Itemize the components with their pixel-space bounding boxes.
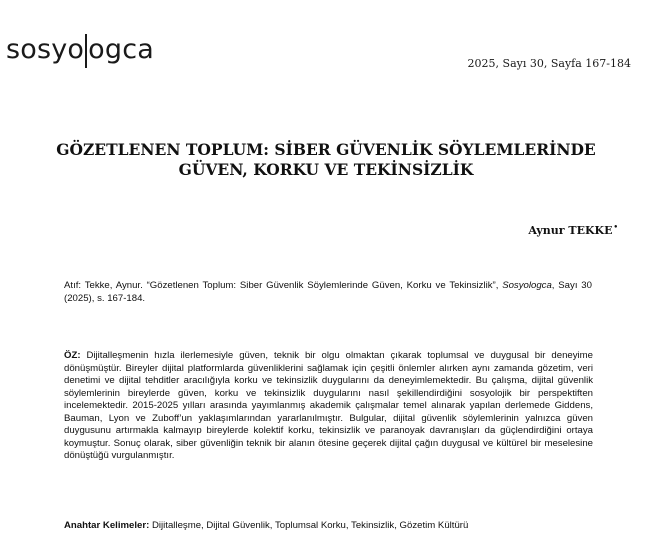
citation-text-1: Atıf: Tekke, Aynur. “Gözetlenen Toplum: Siber Güvenlik Söylemlerinde Güven, Korku ve Tekinsizlik”, — [64, 280, 503, 291]
keywords-label: Anahtar Kelimeler: — [64, 520, 150, 531]
abstract — [64, 350, 593, 463]
author-footnote-mark[interactable]: • — [613, 222, 618, 231]
keywords — [64, 520, 604, 533]
author-name — [528, 222, 618, 237]
title-line-2: GÜVEN, KORKU VE TEKİNSİZLİK — [178, 160, 474, 179]
logo-bar-icon — [85, 34, 87, 68]
citation — [64, 280, 592, 305]
issue-info: 2025, Sayı 30, Sayfa 167-184 — [467, 57, 631, 70]
citation-text-2: , Sayı 30 (2025), s. 167-184. — [64, 280, 592, 304]
logo-text-left: sosyo — [6, 34, 85, 65]
title-line-1: GÖZETLENEN TOPLUM: SİBER GÜVENLİK SÖYLEMLERİNDE — [56, 140, 596, 159]
journal-logo — [6, 34, 154, 68]
abstract-label: ÖZ: — [64, 350, 81, 361]
keywords-text: Dijitalleşme, Dijital Güvenlik, Toplumsal Korku, Tekinsizlik, Gözetim Kültürü — [151, 520, 469, 531]
abstract-text: Dijitalleşmenin hızla ilerlemesiyle güven, teknik bir olgu olmaktan çıkarak toplumsal ve duygusal bir deneyime dönüşmüştür. Bireyler dijital platformlarda güvenliklerini sağlamak için çeşitli önlemler alırken aynı zamanda gözetim, veri denetimi ve dijital tehditler aracılığıyla korku ve tekinsizlik duygularını da deneyimlemektedir. Bu çalışma, dijital güvenlik söylemlerinin bireylerde güven, korku ve tekinsizlik duygularını nasıl şekillendirdiğini sosyolojik bir perspektiften incelemektedir. 2015-2025 yılları arasında yayımlanmış akademik çalışmalar temel alınarak yapılan derlemede Giddens, Bauman, Lyon ve Zuboff’un yaklaşımlarından yararlanılmıştır. Bulgular, dijital güvenlik söylemlerinin yalnızca güven duygusunu artırmakla kalmayıp bireylerde kolektif korku, tekinsizlik ve paranoyak davranışları da güçlendirdiğini ortaya koymuştur. Sonuç olarak, siber güvenliğin teknik bir alanın ötesine geçerek dijital çağın duygusal ve kültürel bir meselesine dönüştüğü vurgulanmıştır. — [64, 350, 593, 461]
article-title — [30, 140, 622, 180]
citation-journal: Sosyologca — [502, 280, 552, 291]
author-text: Aynur TEKKE — [528, 224, 613, 237]
logo-text-right: ogca — [88, 34, 155, 65]
